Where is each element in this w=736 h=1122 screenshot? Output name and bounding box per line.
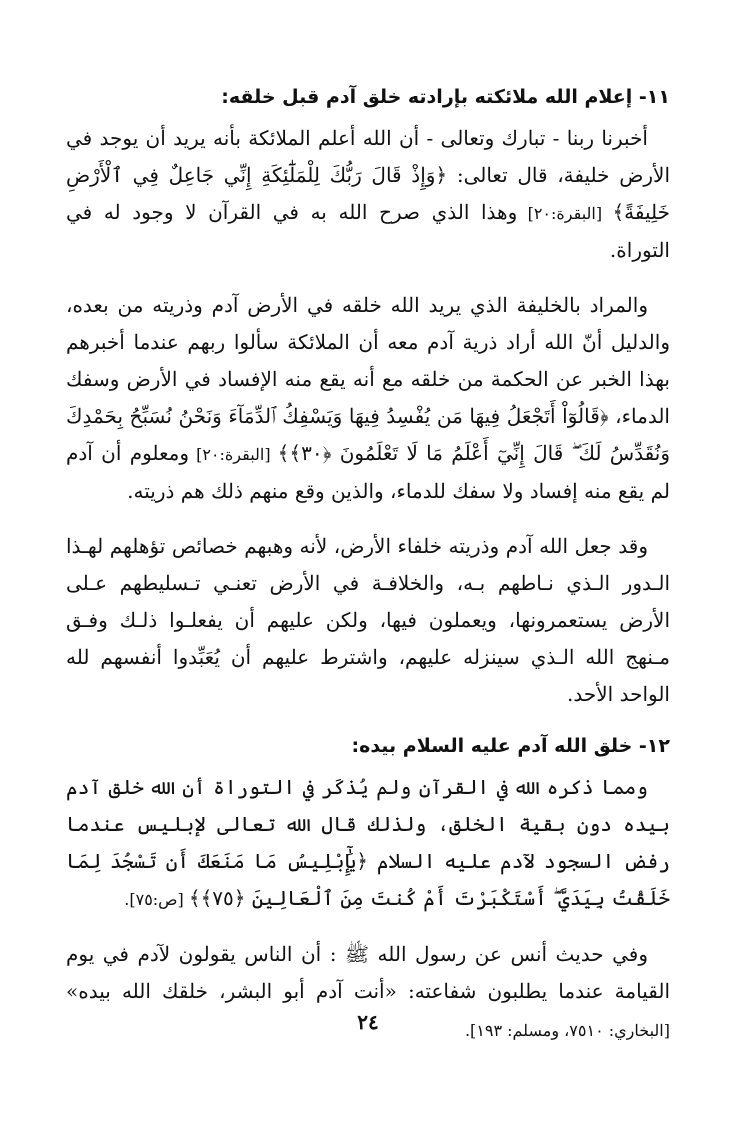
paragraph-text: ومعلوم أن آدم لم يقع منه إفساد ولا سفك للدماء، والذين وقع منهم ذلك هم ذريته.: [66, 441, 670, 503]
section-11-paragraph-3: وقد جعل الله آدم وذريته خلفاء الأرض، لأنه وهبهم خصائص تؤهلهم لهـذا الـدور الـذي نـاطهم بـه، والخلافـة في الأرض تعنـي تـسليطهم عـلى الأرض يستعمرونها، ويعملون فيها، ولكن عليهم أن يفعلـوا ذلـك وفـق مـنهج الله الـذي سينزله عليهم، واشترط عليهم أن يُعَبِّدوا أنفسهم لله الواحد الأحد.: [66, 534, 670, 706]
page-number: ٢٤: [357, 1010, 379, 1034]
quran-verse: ﴿وَإِذْ قَالَ رَبُّكَ لِلْمَلَٰٓئِكَةِ إِنِّي جَاعِلٌ فِي ٱلْأَرْضِ خَلِيفَةً﴾: [66, 163, 671, 224]
paragraph-text: وفي حديث أنس عن رسول الله ﷺ : أن الناس يقولون لآدم في يوم القيامة عندما يطلبون شفاعته:: [66, 942, 670, 1003]
hadith-quote: «أنت آدم أبو البشر، خلقك الله بيده»: [66, 979, 397, 1003]
verse-reference: [ص:٧٥].: [124, 890, 189, 909]
section-12-paragraph-1: [66, 769, 670, 918]
section-11-paragraph-2: [66, 287, 670, 510]
hadith-reference: [البخاري: ٧٥١٠، ومسلم: ١٩٣].: [464, 1021, 670, 1040]
paragraph-text: أخبرنا ربنا - تبارك وتعالى - أن الله أعلم الملائكة بأنه يريد أن يوجد في الأرض خليفة، قال تعالى:: [66, 126, 670, 187]
section-12-heading: ١٢- خلق الله آدم عليه السلام بيده:: [351, 735, 670, 757]
verse-reference: [البقرة:٢٠]: [517, 204, 613, 223]
verse-reference: [البقرة:٢٠]: [189, 445, 278, 464]
section-11-paragraph-1: [66, 120, 670, 269]
quran-verse: ﴿قَالُوٓاْ أَتَجْعَلُ فِيهَا مَن يُفْسِدُ فِيهَا وَيَسْفِكُ ٱلدِّمَآءَ وَنَحْنُ نُسَبِّحُ بِحَمْدِكَ وَنُقَدِّسُ لَكَ ۖ قَالَ إِنِّيٓ أَعْلَمُ مَا لَا تَعْلَمُونَ ﴿٣٠﴾﴾: [66, 404, 670, 465]
quran-verse: ﴿يَٰٓإِبْلِيسُ مَا مَنَعَكَ أَن تَسْجُدَ لِمَا خَلَقْتُ بِيَدَيَّ ۖ أَسْتَكْبَرْتَ أَمْ كُنتَ مِنَ ٱلْعَالِينَ ﴿٧٥﴾﴾: [66, 849, 670, 910]
paragraph-text: والمراد بالخليفة الذي يريد الله خلقه في الأرض آدم وذريته من بعده، والدليل أنّ الله أراد ذرية آدم معه أن الملائكة سألوا ربهم عندما أخبرهم بهذا الخبر عن الحكمة من خلقه مع أنه يقع منه الإفساد في الأرض وسفك الدماء،: [66, 293, 670, 428]
paragraph-text: وهذا الذي صرح الله به في القرآن لا وجود له في التوراة.: [66, 200, 670, 262]
paragraph-text: ومما ذكره الله في القرآن ولم يُذكَر في التوراة أن الله خلق آدم بيده دون بقية الخلق، ولذلك قال الله تعالى لإبليس عندما رفض السجود لآدم عليه السلام: [66, 775, 670, 873]
section-11-heading: ١١- إعلام الله ملائكته بإرادته خلق آدم قبل خلقه:: [221, 86, 670, 108]
